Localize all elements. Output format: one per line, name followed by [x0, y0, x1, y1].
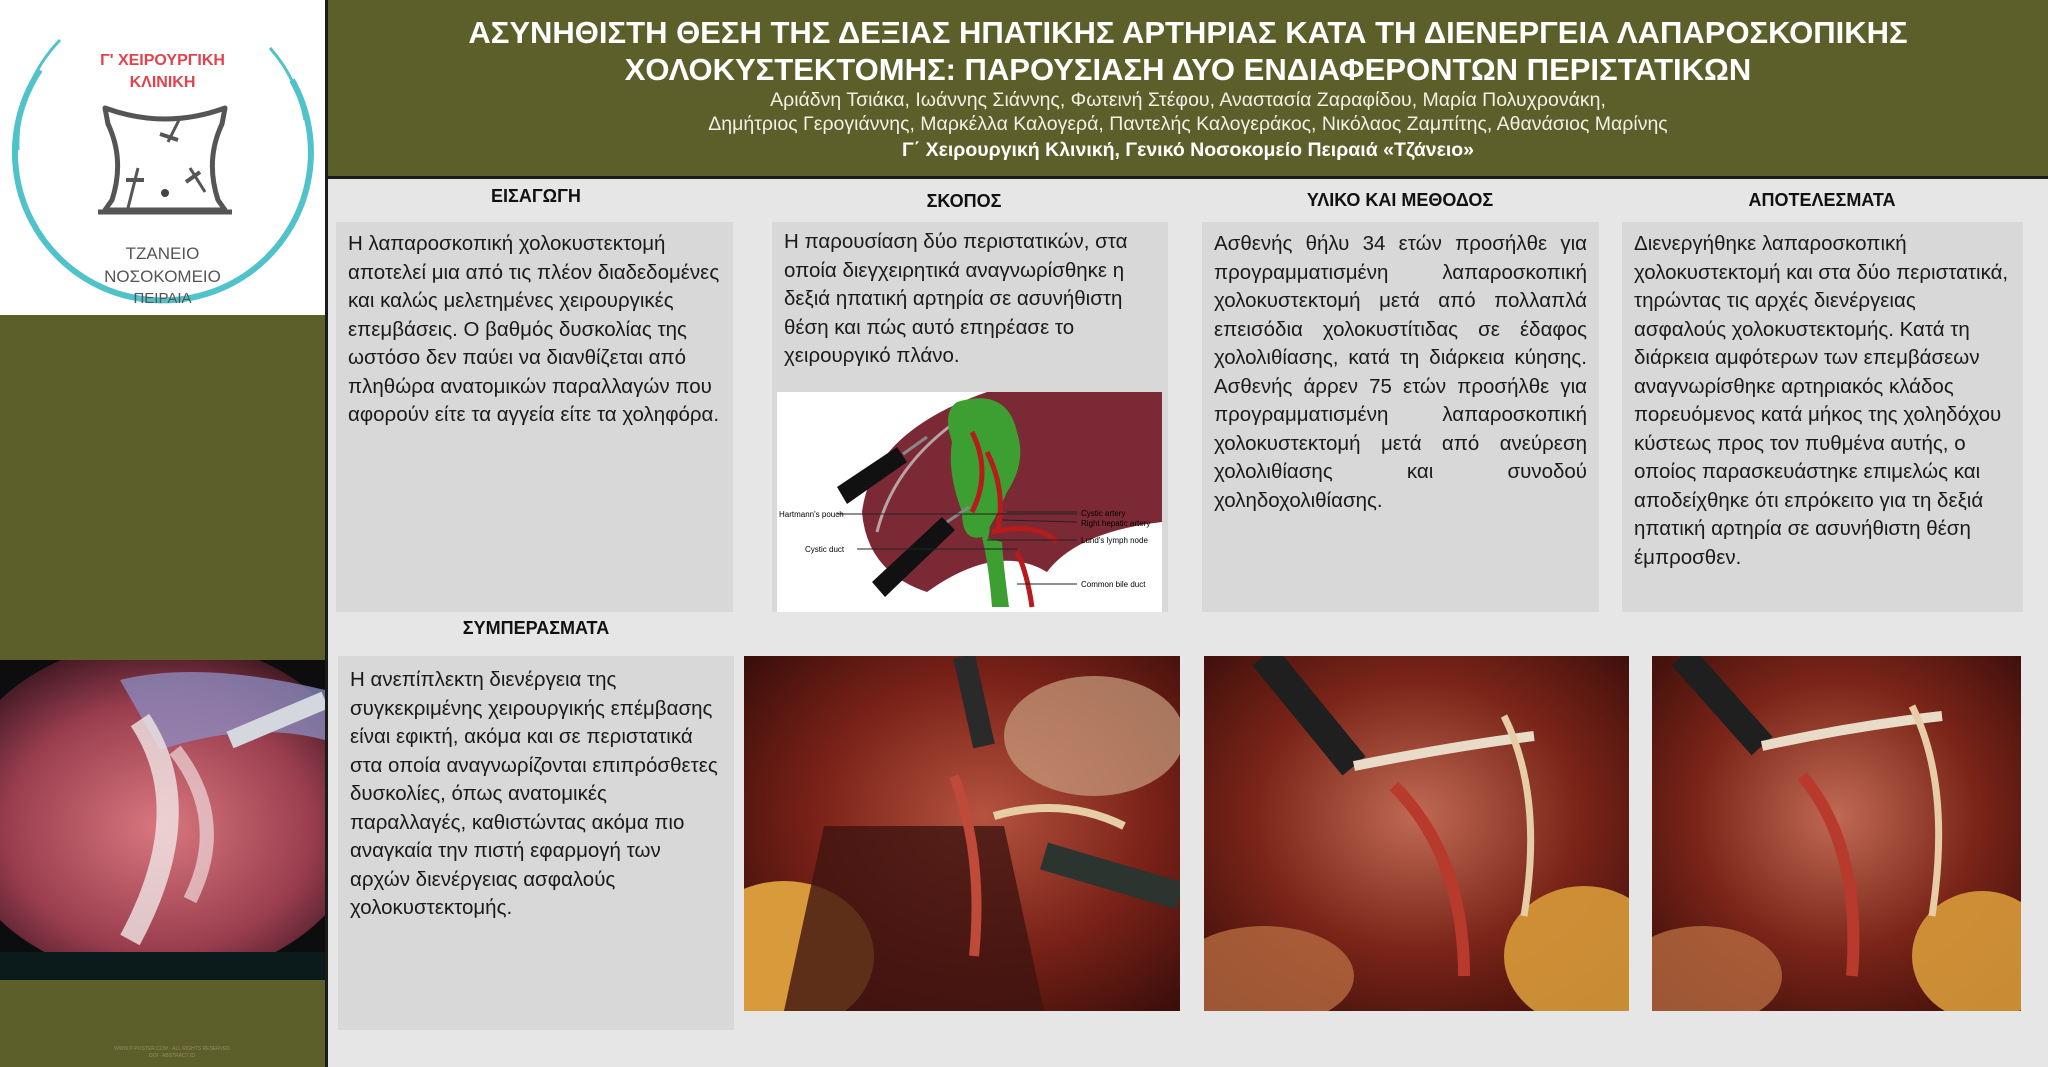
label-right-hepatic: Right hepatic artery [1081, 519, 1151, 528]
poster-title [328, 14, 2048, 88]
anatomy-diagram-graphic [777, 392, 1162, 612]
poster-header [328, 0, 2048, 176]
methods-panel [1202, 222, 1599, 612]
results-panel [1622, 222, 2023, 612]
methods-title: ΥΛΙΚΟ ΚΑΙ ΜΕΘΟΔΟΣ [1306, 190, 1494, 210]
authors [328, 88, 2048, 136]
logo-clinic-line1: Γ' ΧΕΙΡΟΥΡΓΙΚΗ [100, 52, 225, 69]
label-cystic-artery: Cystic artery [1081, 509, 1126, 518]
intro-text: Η λαπαροσκοπική χολοκυστεκτομή αποτελεί μια από τις πλέον διαδεδομένες και καλώς μελετημένες χειρουργικές επεμβάσεις. Ο βαθμός δυσκολίας της ωστόσο δεν παύει να διανθίζεται από πληθώρα ανατομικών παραλλαγών που αφορούν είτε τα αγγεία είτε τα χοληφόρα. [348, 232, 720, 426]
label-hartmann: Hartmann's pouch [779, 510, 844, 519]
label-cystic-duct: Cystic duct [805, 545, 845, 554]
laparoscopic-image-sidebar [0, 660, 325, 980]
logo-hospital-line3: ΠΕΙΡΑΙΑ [133, 290, 192, 307]
intro-title: ΕΙΣΑΓΩΓΗ [491, 186, 581, 206]
aim-panel [772, 222, 1168, 612]
surgical-photo-3 [1652, 656, 2021, 1011]
surgical-photo-2 [1204, 656, 1629, 1011]
header-rule [328, 176, 2048, 179]
footnote [82, 1046, 262, 1060]
conclusions-title: ΣΥΜΠΕΡΑΣΜΑΤΑ [462, 618, 610, 638]
title-line-1: ΑΣΥΝΗΘΙΣΤΗ ΘΕΣΗ ΤΗΣ ΔΕΞΙΑΣ ΗΠΑΤΙΚΗΣ ΑΡΤΗΡΙΑΣ ΚΑΤΑ ΤΗ ΔΙΕΝΕΡΓΕΙΑ ΛΑΠΑΡΟΣΚΟΠΙΚΗΣ [468, 15, 1908, 50]
label-lunds: Lund's lymph node [1081, 536, 1148, 545]
conclusions-panel [338, 656, 734, 1030]
authors-line-1: Αριάδνη Τσιάκα, Ιωάννης Σιάννης, Φωτεινή Στέφου, Αναστασία Ζαραφίδου, Μαρία Πολυχρονάκη, [770, 89, 1606, 111]
conclusions-text: Η ανεπίπλεκτη διενέργεια της συγκεκριμένης χειρουργικής επέμβασης είναι εφικτή, ακόμα και σε περιστατικά στα οποία αναγνωρίζονται επιπρόσθετες δυσκολίες, όπως ανατομικές παραλλαγές, καθιστώντας ακόμα πιο αναγκαία την πιστή εφαρμογή των αρχών διενέργειας ασφαλούς χολοκυστεκτομής. [350, 668, 718, 919]
aim-text: Η παρουσίαση δύο περιστατικών, στα οποία διεγχειρητικά αναγνωρίσθηκε η δεξιά ηπατική αρτηρία σε ασυνήθιστη θέση και πώς αυτό επηρέασε το χειρουργικό πλάνο. [784, 230, 1128, 367]
methods-text: Ασθενής θήλυ 34 ετών προσήλθε για προγραμματισμένη λαπαροσκοπική χολοκυστεκτομή μετά από πολλαπλά επεισόδια χολοκυστίτιδας σε έδαφος χολολιθίασης, κατά τη διάρκεια κύησης. Ασθενής άρρεν 75 ετών προσήλθε για προγραμματισμένη λαπαροσκοπική χολοκυστεκτομή μετά από ανεύρεση χολολιθίασης και συνοδού χοληδοχολιθίασης. [1214, 232, 1587, 512]
title-line-2: ΧΟΛΟΚΥΣΤΕΚΤΟΜΗΣ: ΠΑΡΟΥΣΙΑΣΗ ΔΥΟ ΕΝΔΙΑΦΕΡΟΝΤΩΝ ΠΕΡΙΣΤΑΤΙΚΩΝ [624, 52, 1752, 87]
affiliation: Γ΄ Χειρουργική Κλινική, Γενικό Νοσοκομείο Πειραιά «Τζάνειο» [901, 139, 1475, 161]
results-title: ΑΠΟΤΕΛΕΣΜΑΤΑ [1748, 190, 1896, 210]
aim-title: ΣΚΟΠΟΣ [926, 191, 1002, 211]
clinic-logo [0, 0, 325, 315]
label-cbd: Common bile duct [1081, 580, 1146, 589]
logo-hospital-line2: ΝΟΣΟΚΟΜΕΙΟ [104, 267, 221, 286]
intro-panel [336, 222, 733, 612]
surgical-photo-1 [744, 656, 1180, 1011]
authors-line-2: Δημήτριος Γερογιάννης, Μαρκέλλα Καλογερά, Παντελής Καλογεράκος, Νικόλαος Ζαμπίτης, Αθανάσιος Μαρίνης [708, 113, 1668, 135]
logo-clinic-line2: ΚΛΙΝΙΚΗ [129, 74, 196, 91]
footnote-line-1: WWW.P-POSTER.COM · ALL RIGHTS RESERVED [114, 1046, 230, 1052]
anatomy-diagram [777, 392, 1162, 612]
logo-hospital-line1: ΤΖΑΝΕΙΟ [125, 244, 200, 263]
footnote-line-2: DOI · ABSTRACT ID [148, 1053, 196, 1059]
results-text: Διενεργήθηκε λαπαροσκοπική χολοκυστεκτομή και στα δύο περιστατικά, τηρώντας τις αρχές διενέργειας ασφαλούς χολοκυστεκτομής. Κατά τη διάρκεια αμφότερων των επεμβάσεων αναγνωρίσθηκε αρτηριακός κλάδος πορευόμενος κατά μήκος της χοληδόχου κύστεως προς τον πυθμένα αυτής, ο οποίος παρασκευάστηκε επιμελώς και αποδείχθηκε ότι επρόκειτο για τη δεξιά ηπατική αρτηρία σε ασυνήθιστη θέση έμπροσθεν. [1634, 232, 2009, 569]
